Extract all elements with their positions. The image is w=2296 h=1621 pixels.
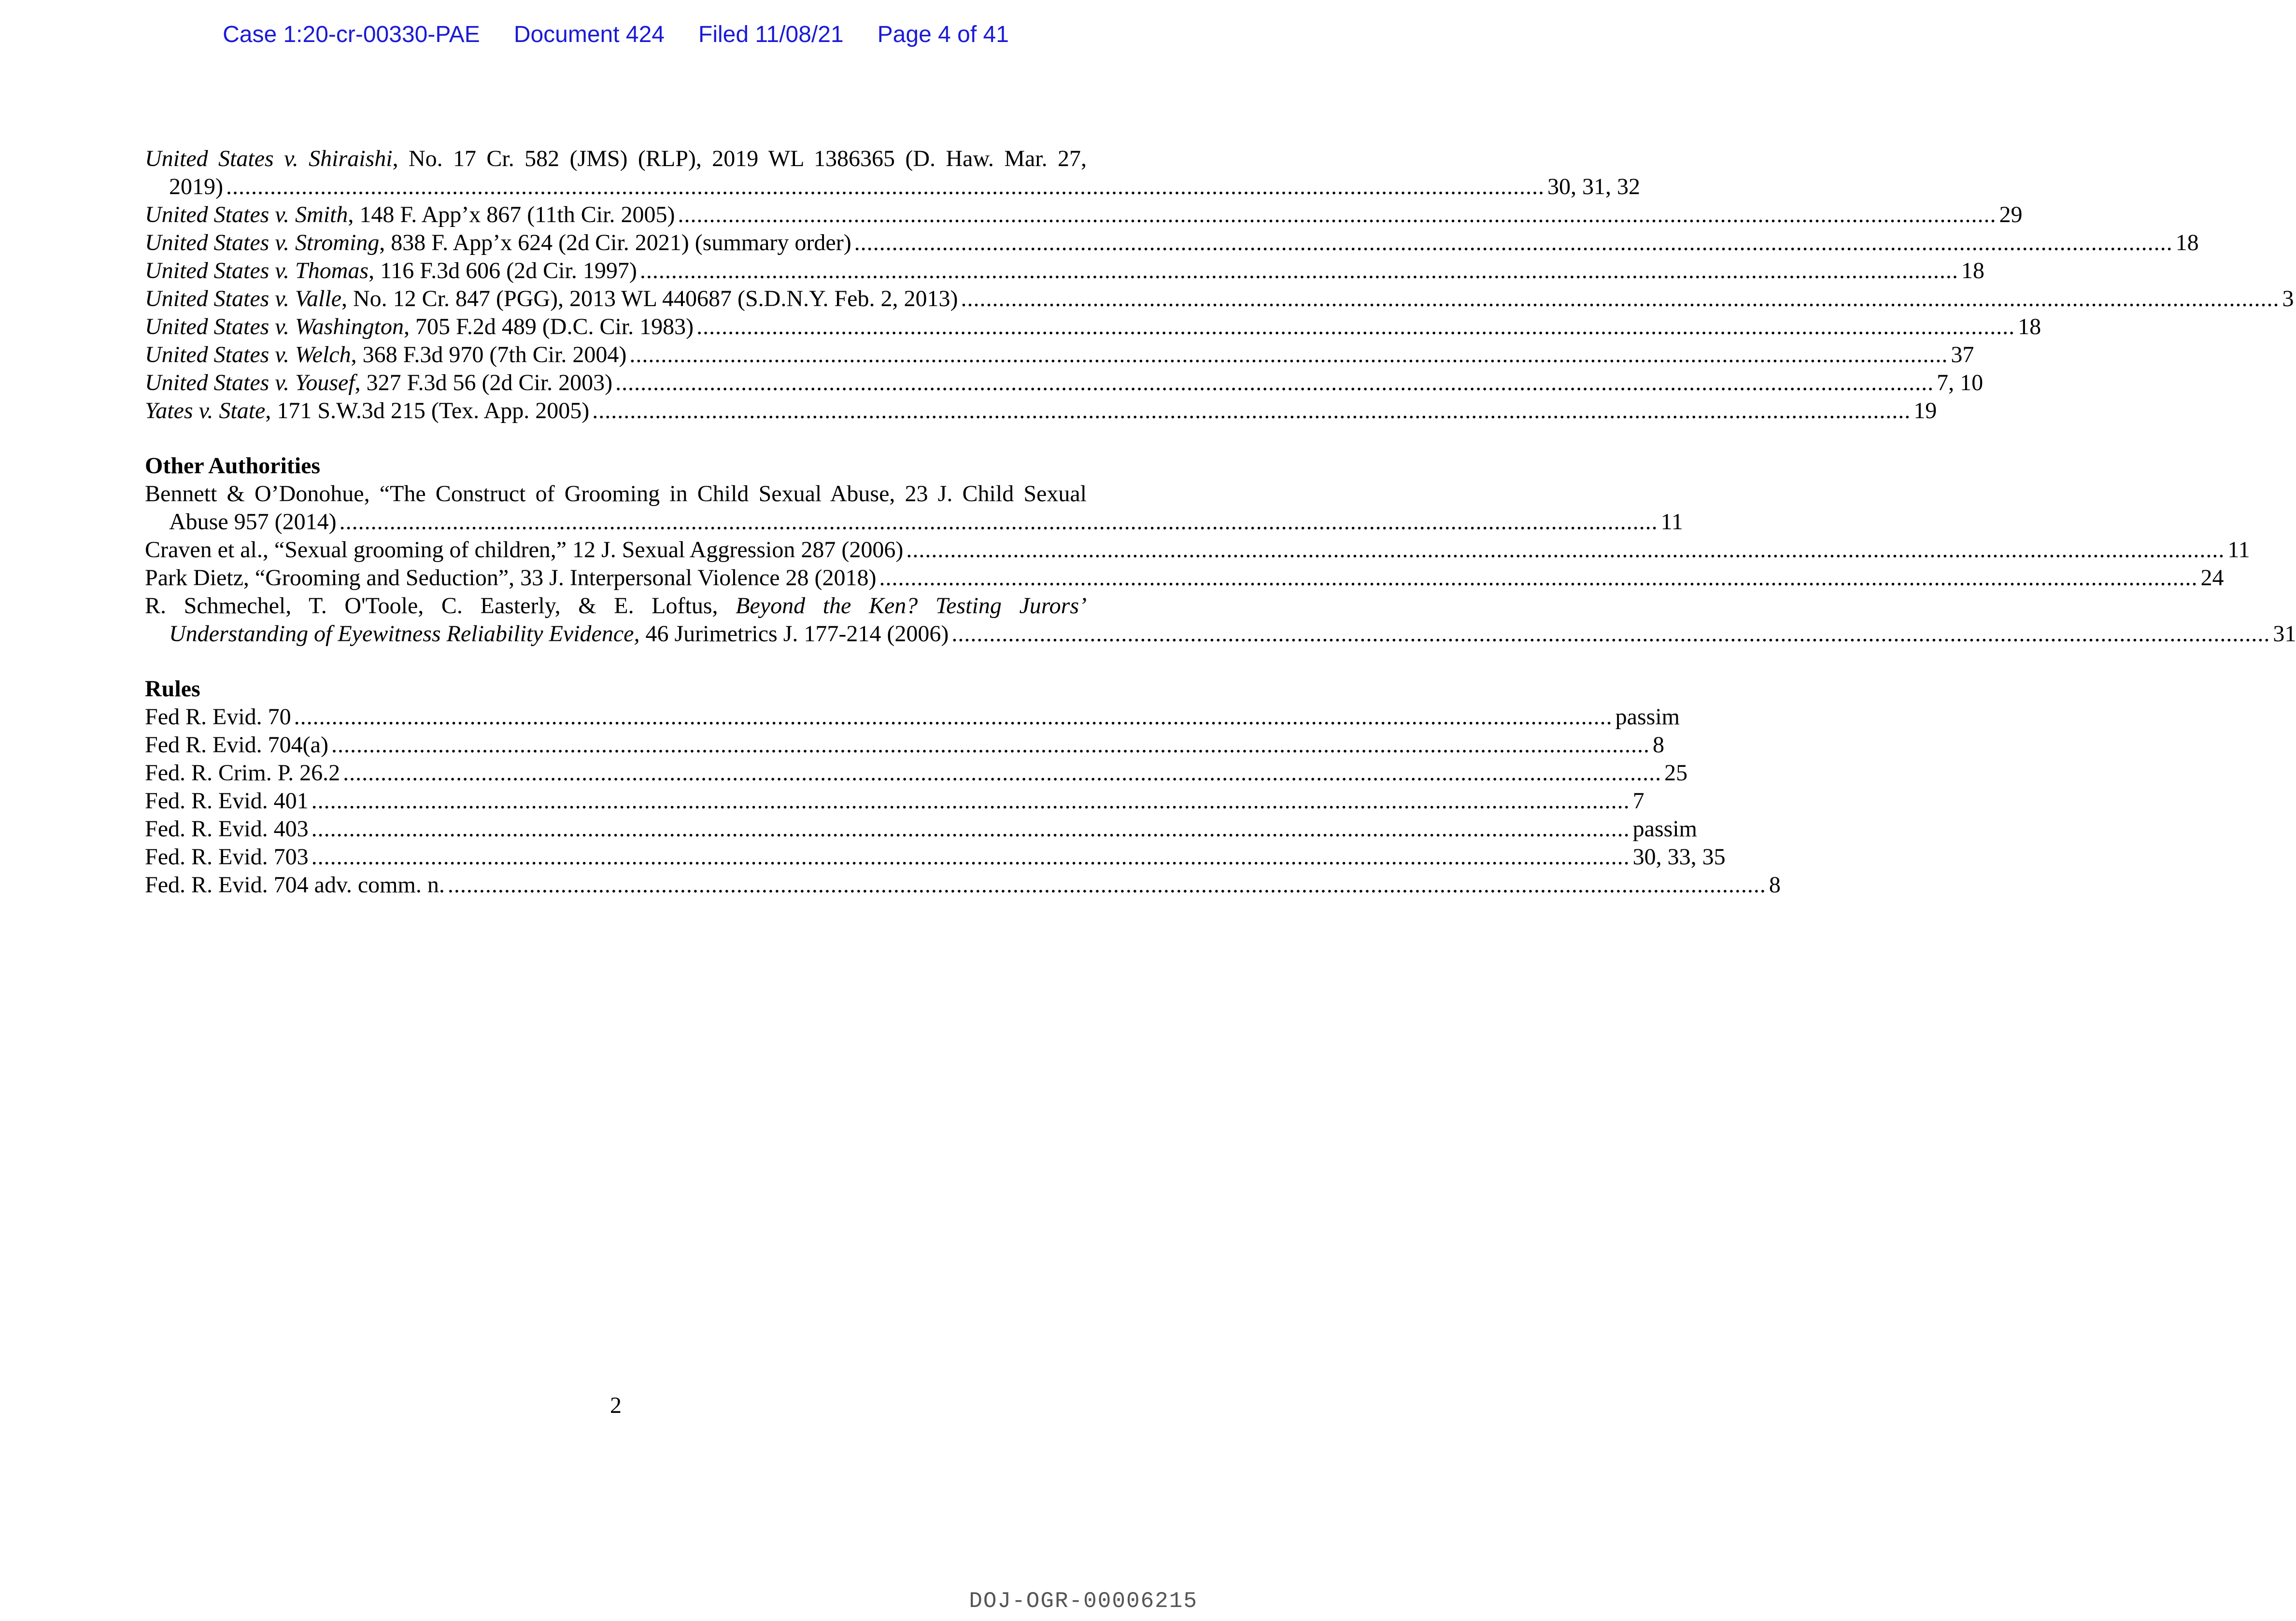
bates-number: DOJ-OGR-00006215 [969, 1589, 1198, 1614]
case-entry [145, 257, 1984, 285]
dot-leader: .................................................................................................................................................................................................................. [879, 565, 2198, 591]
case-citation: , 148 F. App’x 867 (11th Cir. 2005) [348, 202, 675, 227]
page-refs: 30, 33, 35 [1632, 844, 1726, 870]
case-citation: , 838 F. App’x 624 (2d Cir. 2021) (summary order) [379, 230, 851, 255]
authority-entry [145, 564, 2224, 592]
authority-citation-cont: 46 Jurimetrics J. 177-214 (2006) [639, 621, 949, 647]
section-heading-other-authorities: Other Authorities [145, 453, 321, 479]
dot-leader: .................................................................................................................................................................................................................. [615, 370, 1934, 395]
case-name: United States v. Shiraishi [145, 146, 393, 171]
page-refs: 7, 10 [1937, 370, 1984, 395]
page-refs: 18 [2175, 230, 2199, 255]
rule-citation: Fed. R. Evid. 704 adv. comm. n. [145, 872, 445, 898]
page-refs: 24 [2200, 565, 2224, 591]
page-refs: 3 [2282, 286, 2294, 311]
page-refs: 18 [1961, 258, 1984, 283]
case-entry [145, 145, 1640, 201]
case-name: United States v. Welch [145, 342, 351, 367]
case-entry [145, 397, 1937, 425]
case-entry [145, 201, 2023, 229]
case-name: United States v. Valle [145, 286, 342, 311]
table-of-authorities [145, 145, 2296, 899]
page-refs: 11 [1660, 509, 1683, 535]
page-refs: 30, 31, 32 [1547, 174, 1640, 199]
case-entry [145, 369, 1984, 397]
dot-leader: .................................................................................................................................................................................................................. [226, 174, 1545, 199]
dot-leader: .................................................................................................................................................................................................................. [311, 844, 1630, 870]
page-refs: 7 [1632, 788, 1644, 814]
case-number: Case 1:20-cr-00330-PAE [223, 22, 480, 47]
dot-leader: .................................................................................................................................................................................................................. [696, 314, 2015, 339]
page-number: 2 [610, 1393, 622, 1418]
dot-leader: .................................................................................................................................................................................................................. [294, 704, 1613, 730]
document-number: Document 424 [513, 22, 665, 47]
authority-citation: Craven et al., “Sexual grooming of children,” 12 J. Sexual Aggression 287 (2006) [145, 537, 904, 563]
dot-leader: .................................................................................................................................................................................................................. [629, 342, 1948, 367]
rule-citation: Fed. R. Evid. 703 [145, 844, 309, 870]
case-citation: , 705 F.2d 489 (D.C. Cir. 1983) [403, 314, 694, 339]
page-refs: passim [1615, 704, 1680, 730]
case-entry [145, 341, 1974, 369]
case-name: United States v. Washington [145, 314, 404, 339]
rule-citation: Fed. R. Crim. P. 26.2 [145, 760, 340, 786]
authority-authors: R. Schmechel, T. O'Toole, C. Easterly, & E. Loftus, [145, 593, 736, 619]
case-entry [145, 229, 2199, 257]
dot-leader: .................................................................................................................................................................................................................. [854, 230, 2173, 255]
page-refs: 31 [2273, 621, 2296, 647]
case-citation: , 327 F.3d 56 (2d Cir. 2003) [354, 370, 613, 395]
case-citation: , 368 F.3d 970 (7th Cir. 2004) [351, 342, 627, 367]
case-citation: , 171 S.W.3d 215 (Tex. App. 2005) [265, 398, 590, 423]
page-refs: 18 [2018, 314, 2041, 339]
case-entry [145, 285, 2294, 313]
dot-leader: .................................................................................................................................................................................................................. [311, 788, 1630, 814]
dot-leader: .................................................................................................................................................................................................................. [639, 258, 1958, 283]
rule-citation: Fed R. Evid. 704(a) [145, 732, 328, 758]
page-refs: 8 [1769, 872, 1781, 898]
dot-leader: .................................................................................................................................................................................................................. [331, 732, 1650, 758]
rule-citation: Fed. R. Evid. 403 [145, 816, 309, 842]
case-name: United States v. Thomas [145, 258, 369, 283]
case-name: United States v. Stroming [145, 230, 380, 255]
dot-leader: .................................................................................................................................................................................................................. [447, 872, 1766, 898]
case-citation: , No. 12 Cr. 847 (PGG), 2013 WL 440687 (S.D.N.Y. Feb. 2, 2013) [341, 286, 958, 311]
page-refs: 19 [1913, 398, 1937, 423]
authority-citation-cont: Abuse 957 (2014) [169, 509, 337, 535]
dot-leader: .................................................................................................................................................................................................................. [951, 621, 2270, 647]
authority-entry [145, 592, 2296, 648]
rule-citation: Fed. R. Evid. 401 [145, 788, 309, 814]
rule-entry [145, 731, 1664, 759]
case-citation: , 116 F.3d 606 (2d Cir. 1997) [368, 258, 637, 283]
page-refs: 25 [1664, 760, 1688, 786]
case-citation: , No. 17 Cr. 582 (JMS) (RLP), 2019 WL 1386365 (D. Haw. Mar. 27, [392, 146, 1087, 171]
dot-leader: .................................................................................................................................................................................................................. [906, 537, 2225, 563]
case-name: United States v. Yousef [145, 370, 355, 395]
authority-title: Beyond the Ken? Testing Jurors’ [736, 593, 1087, 619]
rule-entry [145, 843, 1726, 871]
filing-header [0, 21, 1232, 48]
rule-entry [145, 703, 1680, 731]
case-name: Yates v. State [145, 398, 266, 423]
page-of-total: Page 4 of 41 [877, 22, 1009, 47]
dot-leader: .................................................................................................................................................................................................................. [678, 202, 1997, 227]
rule-entry [145, 787, 1644, 815]
case-name: United States v. Smith [145, 202, 348, 227]
dot-leader: .................................................................................................................................................................................................................. [961, 286, 2280, 311]
page-refs: passim [1632, 816, 1698, 842]
rule-entry [145, 759, 1688, 787]
page-refs: 29 [1999, 202, 2023, 227]
rule-citation: Fed R. Evid. 70 [145, 704, 291, 730]
authority-citation: Park Dietz, “Grooming and Seduction”, 33 J. Interpersonal Violence 28 (2018) [145, 565, 877, 591]
rule-entry [145, 871, 1781, 899]
page-refs: 8 [1652, 732, 1664, 758]
dot-leader: .................................................................................................................................................................................................................. [343, 760, 1662, 786]
section-heading-rules: Rules [145, 676, 200, 702]
authority-citation: Bennett & O’Donohue, “The Construct of Grooming in Child Sexual Abuse, 23 J. Child Sexual [145, 481, 1087, 507]
case-entry [145, 313, 2041, 341]
filed-date: Filed 11/08/21 [698, 22, 844, 47]
case-citation-cont: 2019) [169, 174, 223, 199]
page-refs: 37 [1951, 342, 1974, 367]
page-refs: 11 [2227, 537, 2250, 563]
dot-leader: .................................................................................................................................................................................................................. [339, 509, 1658, 535]
dot-leader: .................................................................................................................................................................................................................. [592, 398, 1911, 423]
authority-entry [145, 536, 2250, 564]
dot-leader: .................................................................................................................................................................................................................. [311, 816, 1630, 842]
rule-entry [145, 815, 1698, 843]
authority-title-cont: Understanding of Eyewitness Reliability Evidence, [169, 621, 640, 647]
authority-entry [145, 480, 1683, 536]
